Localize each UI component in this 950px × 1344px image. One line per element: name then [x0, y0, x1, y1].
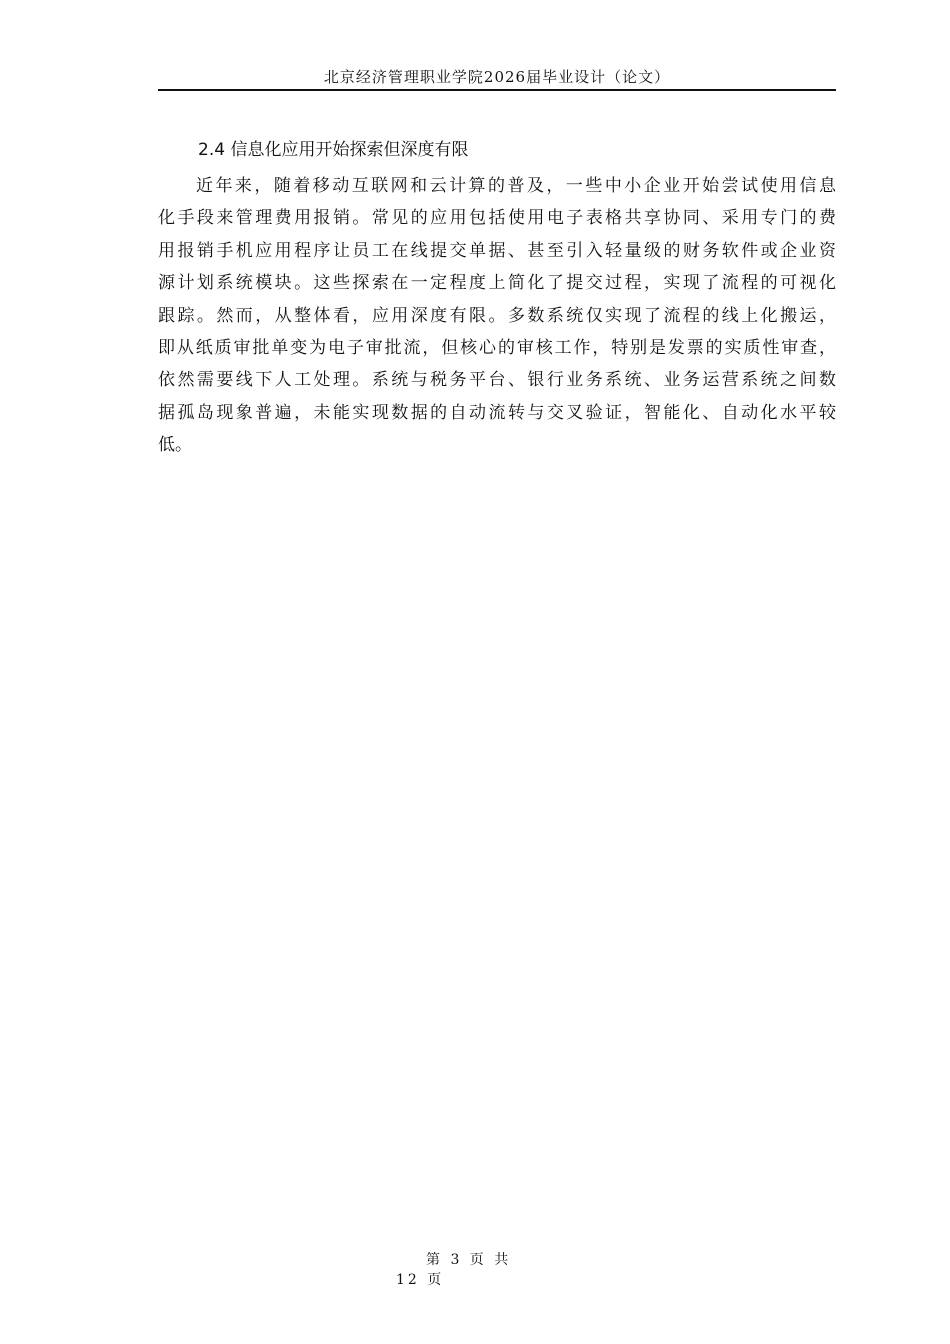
- running-header: 北京经济管理职业学院2026届毕业设计（论文）: [323, 68, 671, 86]
- paragraph-line: 化手段来管理费用报销。常见的应用包括使用电子表格共享协同、采用专门的费: [158, 208, 836, 229]
- body-paragraph: [158, 170, 836, 462]
- paragraph-line: 即从纸质审批单变为电子审批流，但核心的审核工作，特别是发票的实质性审查，: [158, 338, 836, 359]
- paragraph-line: 源计划系统模块。这些探索在一定程度上简化了提交过程，实现了流程的可视化: [158, 273, 836, 294]
- paragraph-line: 用报销手机应用程序让员工在线提交单据、甚至引入轻量级的财务软件或企业资: [158, 240, 836, 261]
- paragraph-line: 近年来，随着移动互联网和云计算的普及，一些中小企业开始尝试使用信息: [196, 176, 836, 196]
- paragraph-line: 跟踪。然而，从整体看，应用深度有限。多数系统仅实现了流程的线上化搬运，: [158, 305, 836, 326]
- page-number-line1: 第 3 页 共: [426, 1252, 512, 1268]
- section-heading: 2.4 信息化应用开始探索但深度有限: [198, 140, 469, 160]
- paragraph-line: 据孤岛现象普遍，未能实现数据的自动流转与交叉验证，智能化、自动化水平较: [158, 402, 836, 423]
- page-number-line2: 12 页: [396, 1272, 445, 1288]
- page-number-footer: [380, 1250, 570, 1290]
- header-rule: [158, 89, 836, 91]
- paragraph-line: 低。: [158, 435, 192, 456]
- paragraph-line: 依然需要线下人工处理。系统与税务平台、银行业务系统、业务运营系统之间数: [158, 370, 836, 391]
